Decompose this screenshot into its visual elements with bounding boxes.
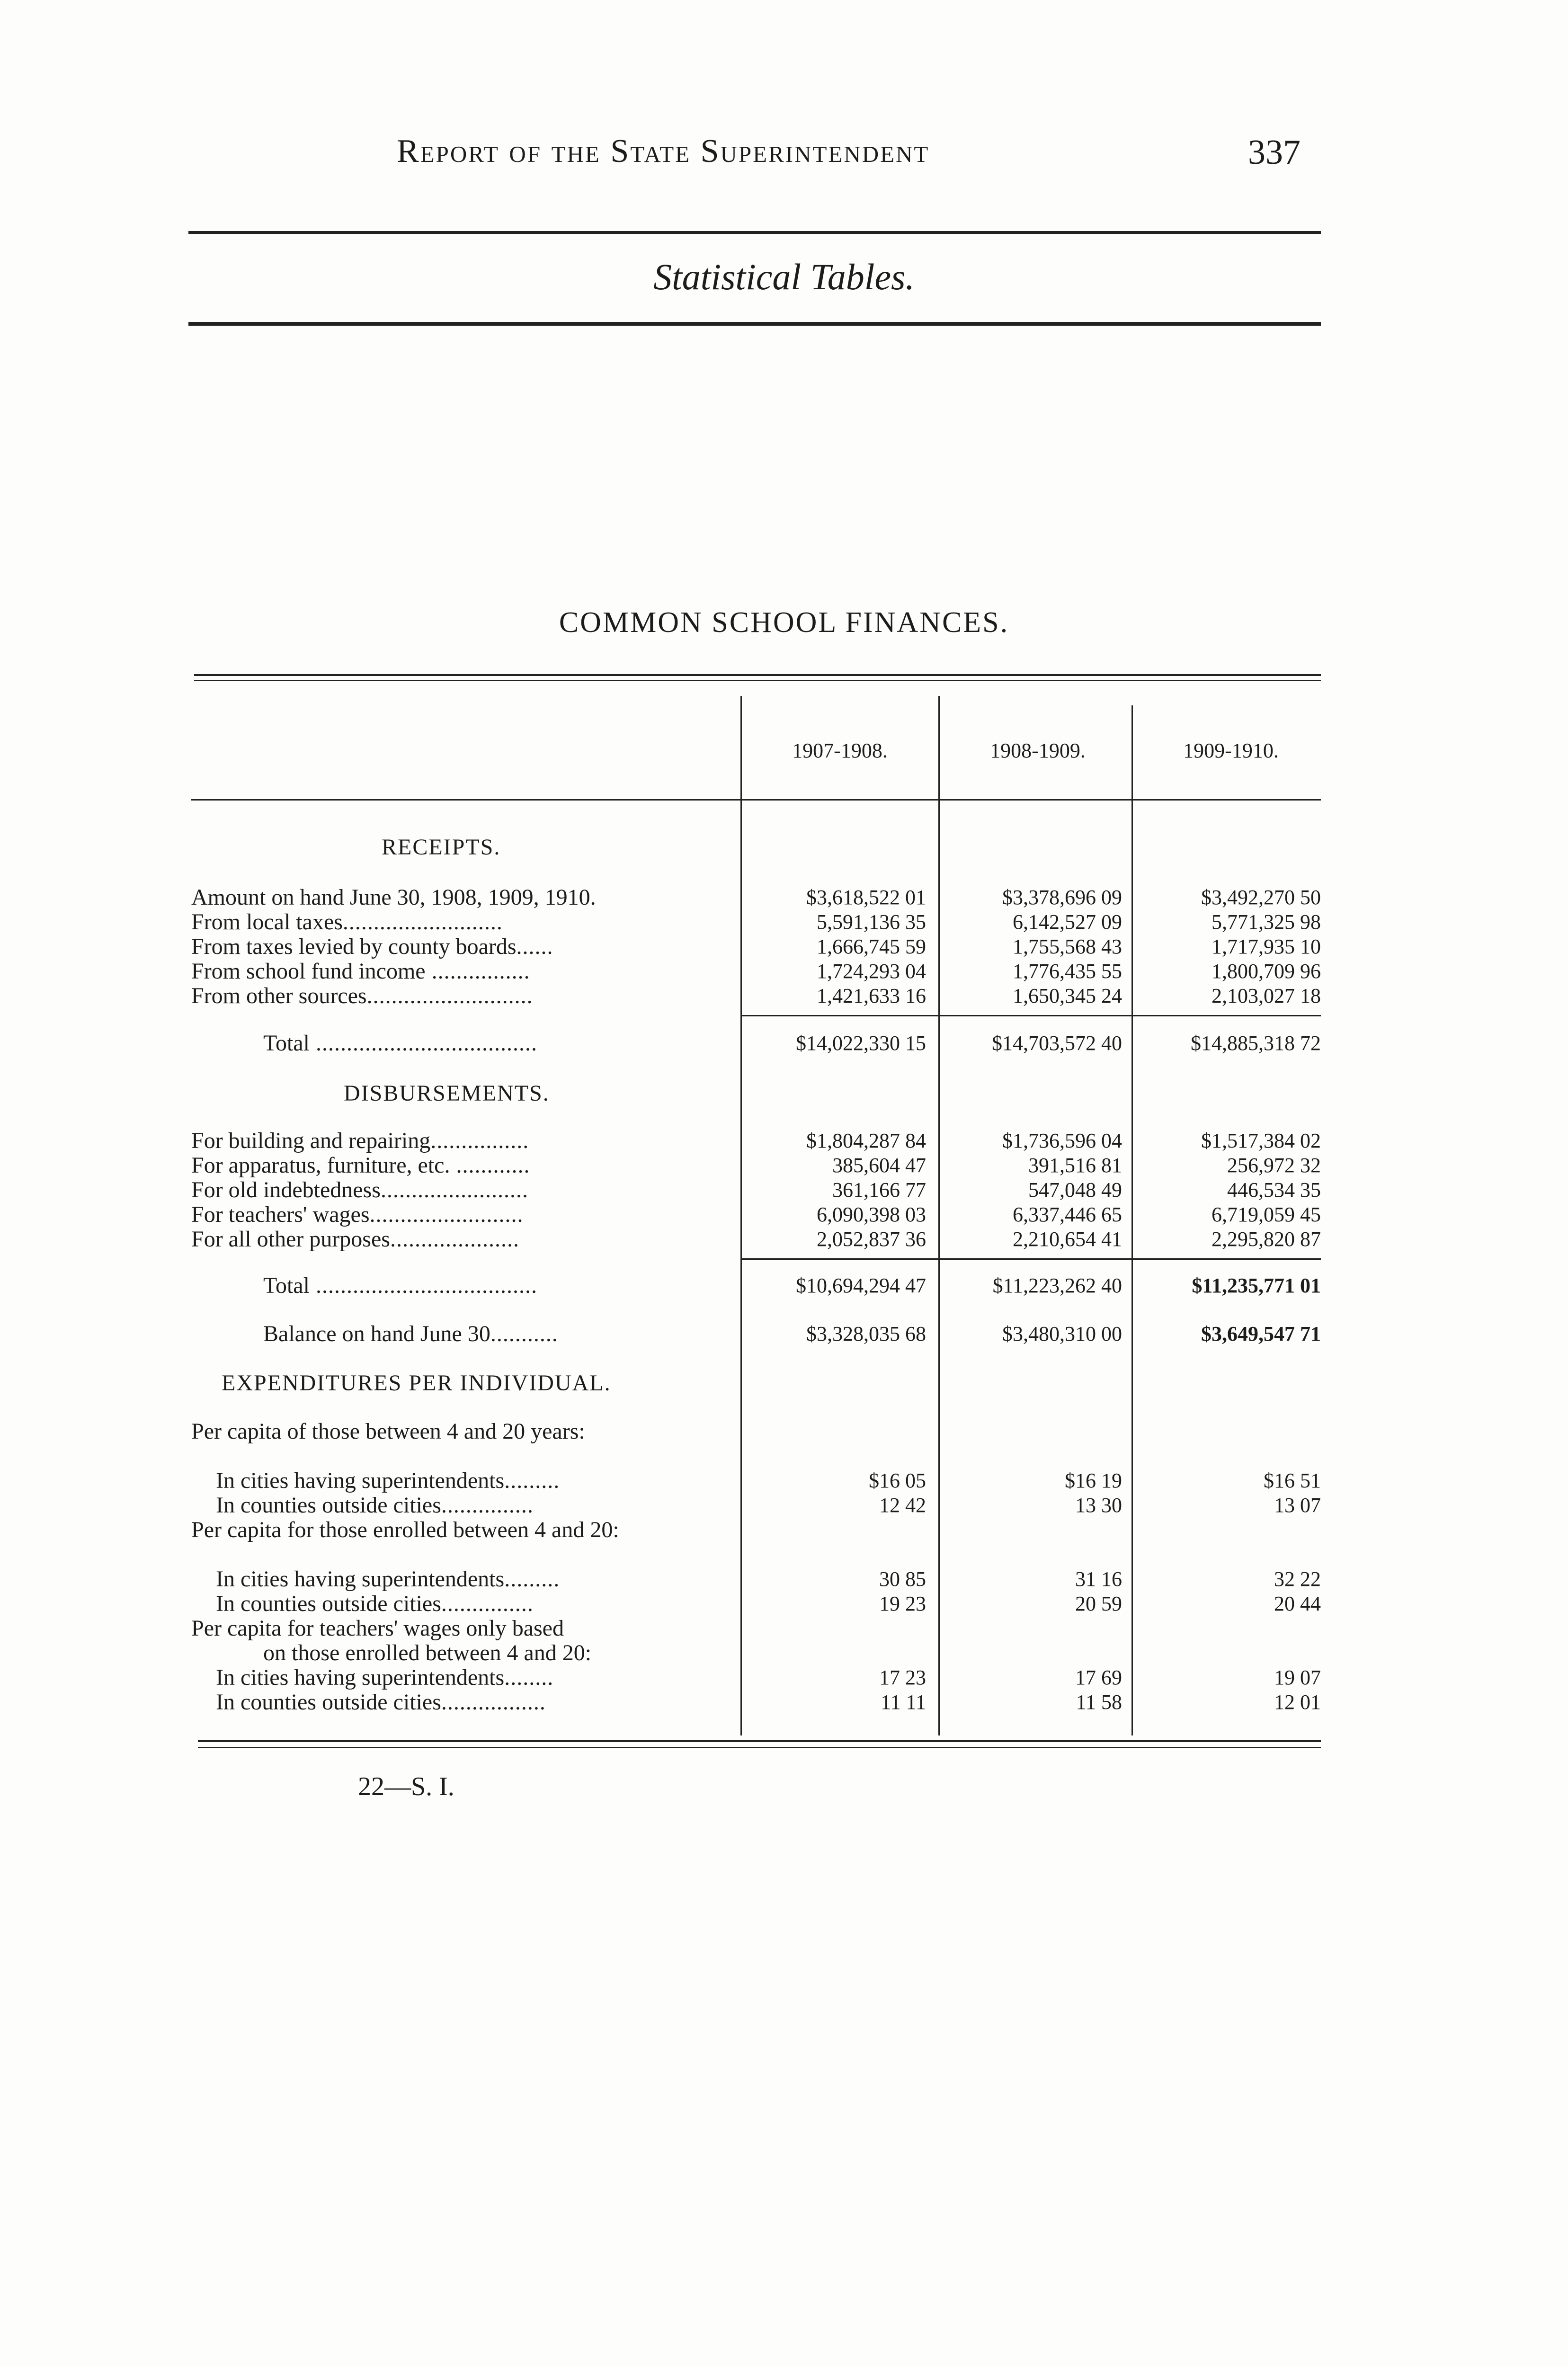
expenditure-row-label: In counties outside cities............... (216, 1592, 534, 1616)
receipt-row-label: From other sources........................... (191, 984, 533, 1008)
expenditure-row-label: In cities having superintendents......... (216, 1567, 560, 1592)
subtitle-rule (188, 322, 1321, 326)
disbursement-row-label: For teachers' wages......................... (191, 1202, 524, 1227)
table-title: COMMON SCHOOL FINANCES. (559, 606, 1009, 639)
balance-value: $3,328,035 68 (806, 1322, 926, 1345)
expenditure-value: 13 07 (1274, 1494, 1321, 1517)
receipt-value: 5,591,136 35 (817, 910, 926, 934)
group3-label-line2: on those enrolled between 4 and 20: (263, 1641, 592, 1665)
expenditure-value: 30 85 (879, 1567, 926, 1591)
expenditure-value: 20 59 (1075, 1592, 1122, 1615)
receipts-total-value: $14,022,330 15 (796, 1032, 926, 1055)
expenditure-value: $16 51 (1264, 1469, 1321, 1492)
disbursement-value: 2,052,837 36 (817, 1228, 926, 1251)
column-header-1909-1910: 1909-1910. (1183, 739, 1279, 762)
disbursement-value: $1,736,596 04 (1002, 1129, 1122, 1152)
table-bottom-rule-2 (198, 1747, 1321, 1748)
disbursements-total-value: $11,235,771 01 (1192, 1274, 1321, 1297)
receipt-row-label: From school fund income ................ (191, 959, 530, 984)
receipts-total-value: $14,703,572 40 (992, 1032, 1122, 1055)
receipt-value: 1,717,935 10 (1212, 935, 1321, 958)
disbursement-value: 6,337,446 65 (1013, 1203, 1122, 1226)
receipt-value: $3,378,696 09 (1002, 886, 1122, 909)
receipt-value: 6,142,527 09 (1013, 910, 1122, 934)
balance-label: Balance on hand June 30........... (263, 1322, 558, 1346)
expenditure-value: 19 07 (1274, 1666, 1321, 1689)
disbursement-value: 2,295,820 87 (1212, 1228, 1321, 1251)
table-top-rule-2 (194, 680, 1321, 681)
receipt-value: 1,724,293 04 (817, 960, 926, 983)
expenditure-value: 12 01 (1274, 1691, 1321, 1714)
receipts-total-label: Total .................................... (263, 1031, 537, 1056)
expenditure-value: 11 58 (1076, 1691, 1122, 1714)
receipt-value: 1,800,709 96 (1212, 960, 1321, 983)
disbursement-value: 256,972 32 (1227, 1154, 1321, 1177)
receipt-value: $3,618,522 01 (806, 886, 926, 909)
receipt-value: 1,755,568 43 (1013, 935, 1122, 958)
expenditures-heading: EXPENDITURES PER INDIVIDUAL. (222, 1370, 611, 1396)
table-bottom-rule (198, 1740, 1321, 1742)
expenditure-value: 13 30 (1075, 1494, 1122, 1517)
disbursement-value: 6,090,398 03 (817, 1203, 926, 1226)
expenditure-value: $16 05 (869, 1469, 926, 1492)
disbursement-value: 391,516 81 (1028, 1154, 1122, 1177)
receipt-row-label: From taxes levied by county boards...... (191, 934, 553, 959)
disbursement-row-label: For all other purposes..................... (191, 1227, 519, 1252)
balance-value: $3,480,310 00 (1002, 1322, 1122, 1345)
group3-label-line1: Per capita for teachers' wages only based (191, 1616, 564, 1641)
receipts-total-value: $14,885,318 72 (1191, 1032, 1321, 1055)
disbursement-row-label: For apparatus, furniture, etc. ............ (191, 1153, 530, 1178)
receipt-value: 1,421,633 16 (817, 984, 926, 1007)
expenditure-value: 20 44 (1274, 1592, 1321, 1615)
disbursement-value: 6,719,059 45 (1212, 1203, 1321, 1226)
disbursement-row-label: For building and repairing................ (191, 1129, 529, 1153)
header-rule (188, 231, 1321, 234)
receipts-heading: RECEIPTS. (382, 835, 501, 860)
receipt-value: 5,771,325 98 (1212, 910, 1321, 934)
receipt-value: 1,776,435 55 (1013, 960, 1122, 983)
running-title: Report of the State Superintendent (397, 133, 930, 169)
expenditure-value: 17 23 (879, 1666, 926, 1689)
disbursement-value: 446,534 35 (1227, 1178, 1321, 1201)
receipt-value: $3,492,270 50 (1201, 886, 1321, 909)
table-top-rule (194, 674, 1321, 676)
expenditure-row-label: In cities having superintendents........ (216, 1665, 554, 1690)
expenditure-row-label: In counties outside cities................. (216, 1690, 546, 1715)
receipt-row-label: Amount on hand June 30, 1908, 1909, 1910. (191, 885, 596, 910)
disbursements-total-value: $10,694,294 47 (796, 1274, 926, 1297)
disbursement-value: $1,517,384 02 (1201, 1129, 1321, 1152)
disbursement-value: $1,804,287 84 (806, 1129, 926, 1152)
expenditure-value: 11 11 (881, 1691, 926, 1714)
expenditure-value: 12 42 (879, 1494, 926, 1517)
signature-mark: 22—S. I. (358, 1772, 454, 1801)
receipt-value: 2,103,027 18 (1212, 984, 1321, 1007)
disbursement-value: 2,210,654 41 (1013, 1228, 1122, 1251)
disbursements-heading: DISBURSEMENTS. (344, 1081, 550, 1106)
balance-value: $3,649,547 71 (1201, 1322, 1321, 1345)
expenditure-value: 19 23 (879, 1592, 926, 1615)
receipts-sum-rule (740, 1015, 1321, 1016)
expenditure-value: 32 22 (1274, 1567, 1321, 1591)
disbursements-total-value: $11,223,262 40 (992, 1274, 1122, 1297)
receipt-value: 1,666,745 59 (817, 935, 926, 958)
expenditure-row-label: In cities having superintendents......... (216, 1468, 560, 1493)
expenditure-row-label: In counties outside cities............... (216, 1493, 534, 1518)
expenditure-value: 31 16 (1075, 1567, 1122, 1591)
page-number: 337 (1248, 133, 1301, 172)
receipt-value: 1,650,345 24 (1013, 984, 1122, 1007)
disbursements-sum-rule (740, 1258, 1321, 1260)
disbursement-value: 547,048 49 (1028, 1178, 1122, 1201)
header-bottom-rule (191, 799, 1321, 801)
expenditure-value: 17 69 (1075, 1666, 1122, 1689)
expenditure-value: $16 19 (1065, 1469, 1122, 1492)
disbursement-value: 385,604 47 (832, 1154, 926, 1177)
disbursement-value: 361,166 77 (832, 1178, 926, 1201)
section-subtitle: Statistical Tables. (653, 256, 915, 297)
disbursement-row-label: For old indebtedness........................ (191, 1178, 528, 1202)
column-header-1908-1909: 1908-1909. (990, 739, 1086, 762)
group2-label: Per capita for those enrolled between 4 and 20: (191, 1518, 619, 1542)
receipt-row-label: From local taxes.......................... (191, 910, 503, 934)
group1-label: Per capita of those between 4 and 20 years: (191, 1419, 585, 1444)
column-header-1907-1908: 1907-1908. (792, 739, 888, 762)
disbursements-total-label: Total .................................... (263, 1273, 537, 1298)
